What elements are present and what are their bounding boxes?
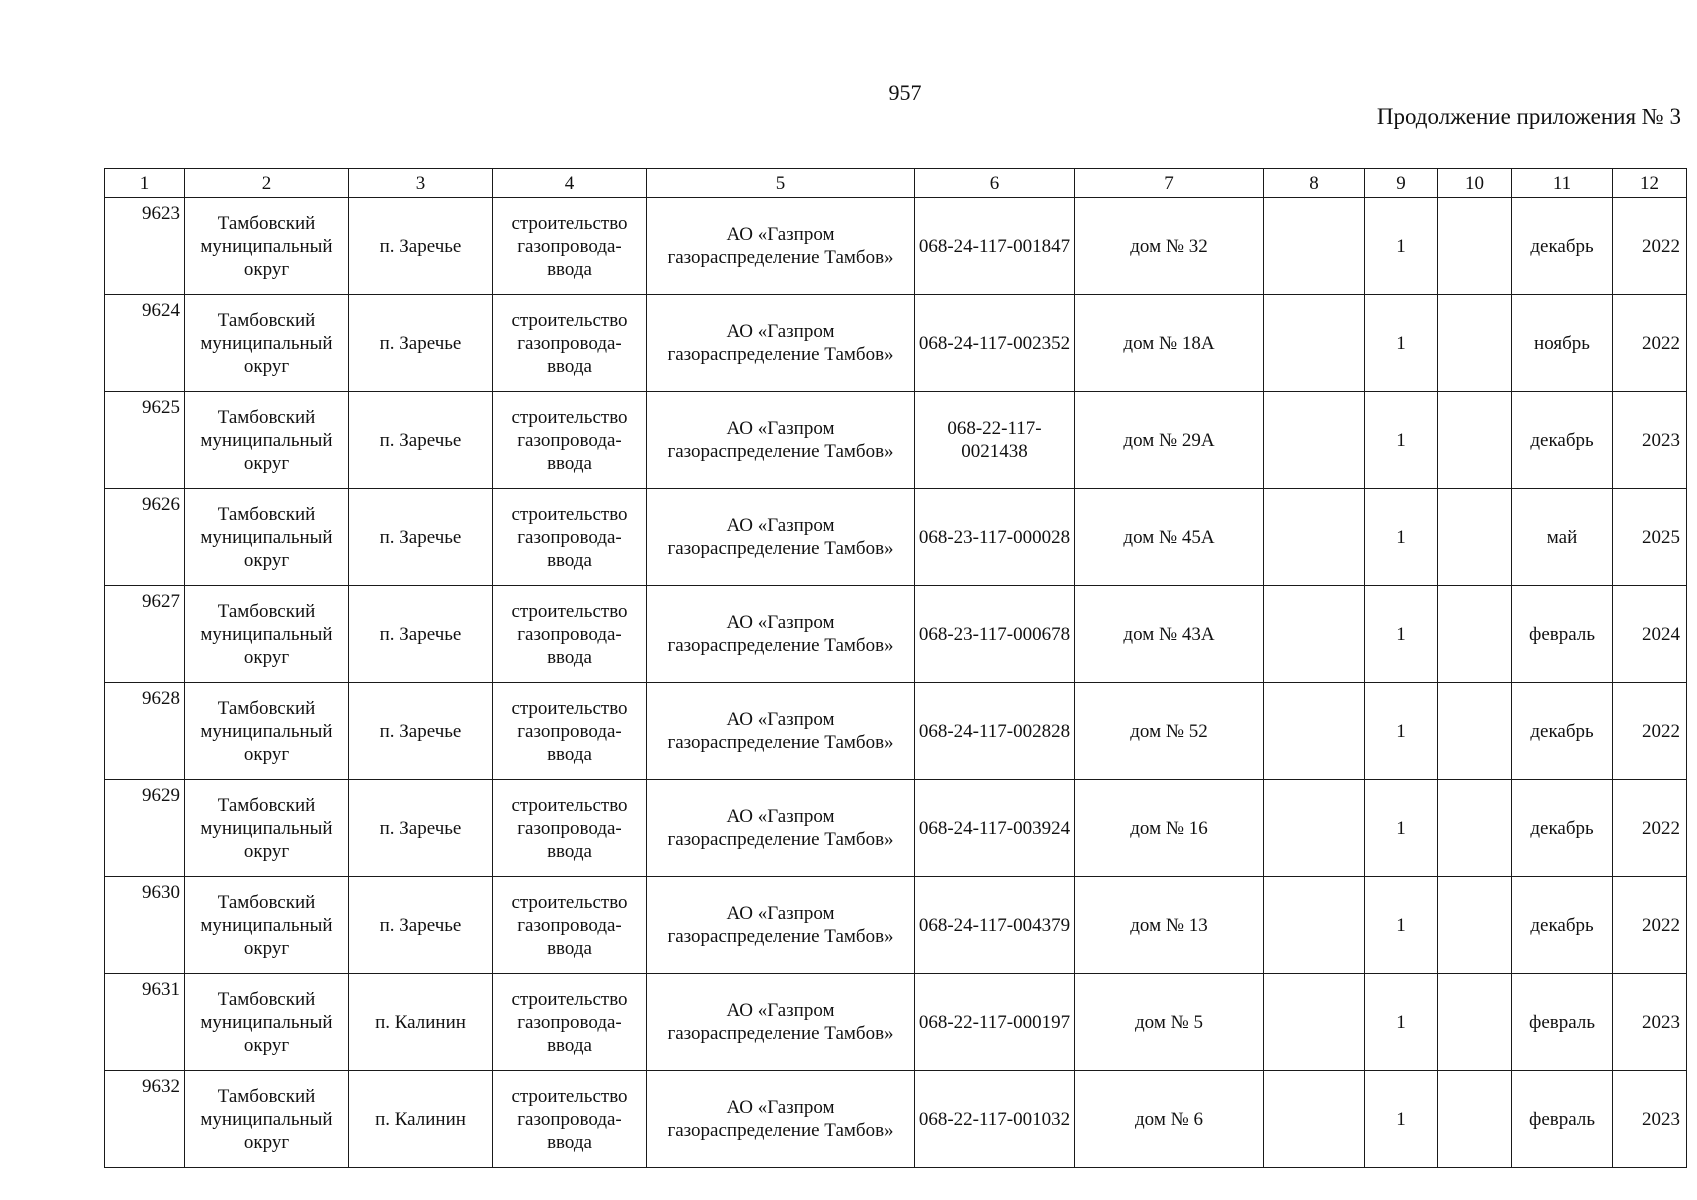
year-cell: 2023 — [1613, 1071, 1687, 1168]
address-cell: дом № 5 — [1075, 974, 1264, 1071]
table-header-row — [105, 169, 1687, 198]
district-cell: Тамбовский муниципальный округ — [185, 392, 349, 489]
registry-table-body — [105, 169, 1687, 1168]
column-10-cell — [1438, 489, 1512, 586]
organization-cell: АО «Газпром газораспределение Тамбов» — [647, 780, 915, 877]
column-8-cell — [1264, 586, 1365, 683]
address-cell: дом № 43А — [1075, 586, 1264, 683]
organization-cell: АО «Газпром газораспределение Тамбов» — [647, 877, 915, 974]
appendix-note: Продолжение приложения № 3 — [1376, 104, 1681, 129]
column-10-cell — [1438, 877, 1512, 974]
row-number-cell: 9630 — [105, 877, 185, 974]
column-header: 4 — [493, 169, 647, 198]
column-header: 8 — [1264, 169, 1365, 198]
year-cell: 2023 — [1613, 392, 1687, 489]
table-row — [105, 586, 1687, 683]
column-8-cell — [1264, 489, 1365, 586]
row-number-cell: 9632 — [105, 1071, 185, 1168]
settlement-cell: п. Калинин — [349, 974, 493, 1071]
work-type-cell: строительство газопровода-ввода — [493, 974, 647, 1071]
object-code-cell: 068-23-117-000028 — [915, 489, 1075, 586]
table-row — [105, 295, 1687, 392]
work-type-cell: строительство газопровода-ввода — [493, 489, 647, 586]
district-cell: Тамбовский муниципальный округ — [185, 780, 349, 877]
month-cell: декабрь — [1512, 198, 1613, 295]
object-code-cell: 068-22-117-001032 — [915, 1071, 1075, 1168]
organization-cell: АО «Газпром газораспределение Тамбов» — [647, 1071, 915, 1168]
object-code-cell: 068-24-117-001847 — [915, 198, 1075, 295]
quantity-cell: 1 — [1365, 392, 1438, 489]
organization-cell: АО «Газпром газораспределение Тамбов» — [647, 392, 915, 489]
table-row — [105, 683, 1687, 780]
table-row — [105, 1071, 1687, 1168]
work-type-cell: строительство газопровода-ввода — [493, 295, 647, 392]
column-header: 5 — [647, 169, 915, 198]
column-header: 3 — [349, 169, 493, 198]
object-code-cell: 068-24-117-002828 — [915, 683, 1075, 780]
year-cell: 2022 — [1613, 295, 1687, 392]
settlement-cell: п. Заречье — [349, 877, 493, 974]
address-cell: дом № 32 — [1075, 198, 1264, 295]
row-number-cell: 9623 — [105, 198, 185, 295]
row-number-cell: 9631 — [105, 974, 185, 1071]
month-cell: декабрь — [1512, 392, 1613, 489]
year-cell: 2025 — [1613, 489, 1687, 586]
column-8-cell — [1264, 877, 1365, 974]
object-code-cell: 068-24-117-003924 — [915, 780, 1075, 877]
month-cell: декабрь — [1512, 780, 1613, 877]
work-type-cell: строительство газопровода-ввода — [493, 198, 647, 295]
settlement-cell: п. Заречье — [349, 392, 493, 489]
organization-cell: АО «Газпром газораспределение Тамбов» — [647, 489, 915, 586]
address-cell: дом № 6 — [1075, 1071, 1264, 1168]
column-10-cell — [1438, 392, 1512, 489]
organization-cell: АО «Газпром газораспределение Тамбов» — [647, 295, 915, 392]
table-row — [105, 877, 1687, 974]
district-cell: Тамбовский муниципальный округ — [185, 1071, 349, 1168]
district-cell: Тамбовский муниципальный округ — [185, 198, 349, 295]
district-cell: Тамбовский муниципальный округ — [185, 586, 349, 683]
column-10-cell — [1438, 295, 1512, 392]
column-8-cell — [1264, 198, 1365, 295]
quantity-cell: 1 — [1365, 1071, 1438, 1168]
year-cell: 2022 — [1613, 877, 1687, 974]
district-cell: Тамбовский муниципальный округ — [185, 295, 349, 392]
column-10-cell — [1438, 974, 1512, 1071]
organization-cell: АО «Газпром газораспределение Тамбов» — [647, 198, 915, 295]
table-row — [105, 392, 1687, 489]
work-type-cell: строительство газопровода-ввода — [493, 586, 647, 683]
settlement-cell: п. Заречье — [349, 586, 493, 683]
work-type-cell: строительство газопровода-ввода — [493, 683, 647, 780]
object-code-cell: 068-23-117-000678 — [915, 586, 1075, 683]
quantity-cell: 1 — [1365, 489, 1438, 586]
table-row — [105, 198, 1687, 295]
row-number-cell: 9627 — [105, 586, 185, 683]
quantity-cell: 1 — [1365, 877, 1438, 974]
object-code-cell: 068-22-117-000197 — [915, 974, 1075, 1071]
column-header: 10 — [1438, 169, 1512, 198]
quantity-cell: 1 — [1365, 295, 1438, 392]
table-row — [105, 780, 1687, 877]
column-header: 9 — [1365, 169, 1438, 198]
address-cell: дом № 16 — [1075, 780, 1264, 877]
month-cell: ноябрь — [1512, 295, 1613, 392]
month-cell: декабрь — [1512, 683, 1613, 780]
settlement-cell: п. Заречье — [349, 489, 493, 586]
quantity-cell: 1 — [1365, 780, 1438, 877]
row-number-cell: 9625 — [105, 392, 185, 489]
table-row — [105, 489, 1687, 586]
row-number-cell: 9624 — [105, 295, 185, 392]
column-header: 6 — [915, 169, 1075, 198]
column-header: 12 — [1613, 169, 1687, 198]
row-number-cell: 9629 — [105, 780, 185, 877]
month-cell: февраль — [1512, 1071, 1613, 1168]
work-type-cell: строительство газопровода-ввода — [493, 877, 647, 974]
quantity-cell: 1 — [1365, 683, 1438, 780]
month-cell: декабрь — [1512, 877, 1613, 974]
row-number-cell: 9628 — [105, 683, 185, 780]
year-cell: 2023 — [1613, 974, 1687, 1071]
address-cell: дом № 18А — [1075, 295, 1264, 392]
work-type-cell: строительство газопровода-ввода — [493, 392, 647, 489]
column-10-cell — [1438, 586, 1512, 683]
object-code-cell: 068-24-117-004379 — [915, 877, 1075, 974]
work-type-cell: строительство газопровода-ввода — [493, 1071, 647, 1168]
month-cell: февраль — [1512, 974, 1613, 1071]
column-10-cell — [1438, 780, 1512, 877]
page-number: 957 — [888, 80, 922, 105]
object-code-cell: 068-24-117-002352 — [915, 295, 1075, 392]
column-10-cell — [1438, 683, 1512, 780]
column-8-cell — [1264, 683, 1365, 780]
settlement-cell: п. Калинин — [349, 1071, 493, 1168]
year-cell: 2022 — [1613, 683, 1687, 780]
column-8-cell — [1264, 974, 1365, 1071]
district-cell: Тамбовский муниципальный округ — [185, 683, 349, 780]
month-cell: май — [1512, 489, 1613, 586]
column-header: 11 — [1512, 169, 1613, 198]
year-cell: 2022 — [1613, 198, 1687, 295]
quantity-cell: 1 — [1365, 586, 1438, 683]
table-row — [105, 974, 1687, 1071]
district-cell: Тамбовский муниципальный округ — [185, 974, 349, 1071]
district-cell: Тамбовский муниципальный округ — [185, 489, 349, 586]
column-8-cell — [1264, 780, 1365, 877]
organization-cell: АО «Газпром газораспределение Тамбов» — [647, 974, 915, 1071]
column-10-cell — [1438, 1071, 1512, 1168]
settlement-cell: п. Заречье — [349, 295, 493, 392]
quantity-cell: 1 — [1365, 198, 1438, 295]
row-number-cell: 9626 — [105, 489, 185, 586]
year-cell: 2022 — [1613, 780, 1687, 877]
column-8-cell — [1264, 392, 1365, 489]
address-cell: дом № 13 — [1075, 877, 1264, 974]
district-cell: Тамбовский муниципальный округ — [185, 877, 349, 974]
column-8-cell — [1264, 1071, 1365, 1168]
settlement-cell: п. Заречье — [349, 780, 493, 877]
column-8-cell — [1264, 295, 1365, 392]
column-header: 1 — [105, 169, 185, 198]
organization-cell: АО «Газпром газораспределение Тамбов» — [647, 586, 915, 683]
quantity-cell: 1 — [1365, 974, 1438, 1071]
column-header: 2 — [185, 169, 349, 198]
year-cell: 2024 — [1613, 586, 1687, 683]
object-code-cell: 068-22-117-0021438 — [915, 392, 1075, 489]
work-type-cell: строительство газопровода-ввода — [493, 780, 647, 877]
settlement-cell: п. Заречье — [349, 683, 493, 780]
month-cell: февраль — [1512, 586, 1613, 683]
address-cell: дом № 45А — [1075, 489, 1264, 586]
settlement-cell: п. Заречье — [349, 198, 493, 295]
registry-table — [104, 168, 1687, 1168]
address-cell: дом № 29А — [1075, 392, 1264, 489]
column-10-cell — [1438, 198, 1512, 295]
organization-cell: АО «Газпром газораспределение Тамбов» — [647, 683, 915, 780]
address-cell: дом № 52 — [1075, 683, 1264, 780]
column-header: 7 — [1075, 169, 1264, 198]
